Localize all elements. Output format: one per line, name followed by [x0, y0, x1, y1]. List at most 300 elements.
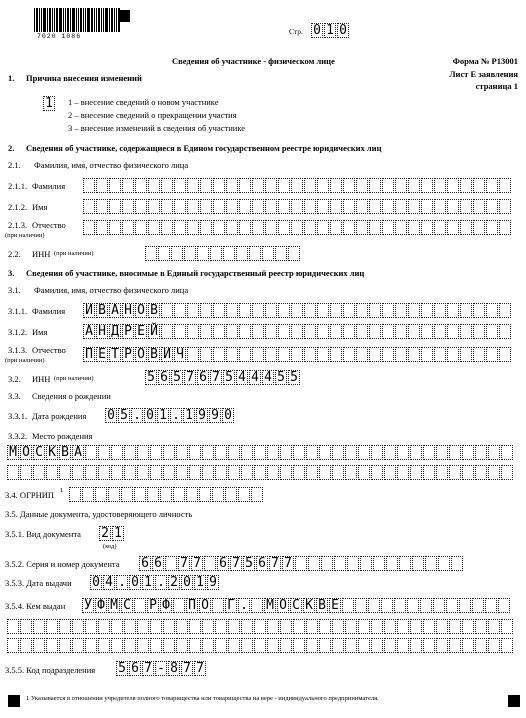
old-patronymic-field[interactable]: [83, 220, 512, 235]
char-cell[interactable]: [72, 619, 84, 634]
char-cell[interactable]: О: [135, 347, 147, 362]
char-cell[interactable]: П: [186, 598, 198, 613]
char-cell[interactable]: [499, 347, 511, 362]
char-cell[interactable]: [434, 199, 446, 214]
char-cell[interactable]: Е: [96, 347, 108, 362]
char-cell[interactable]: [135, 220, 147, 235]
char-cell[interactable]: [7, 638, 19, 653]
char-cell[interactable]: [436, 465, 448, 480]
char-cell[interactable]: [460, 324, 472, 339]
char-cell[interactable]: [499, 178, 511, 193]
char-cell[interactable]: Й: [148, 324, 160, 339]
char-cell[interactable]: [174, 178, 186, 193]
char-cell[interactable]: [488, 638, 500, 653]
char-cell[interactable]: [319, 638, 331, 653]
char-cell[interactable]: [200, 199, 212, 214]
char-cell[interactable]: 5: [223, 370, 235, 385]
char-cell[interactable]: [369, 347, 381, 362]
char-cell[interactable]: [356, 324, 368, 339]
char-cell[interactable]: [184, 246, 196, 261]
char-cell[interactable]: [239, 199, 251, 214]
char-cell[interactable]: Т: [109, 347, 121, 362]
char-cell[interactable]: [249, 246, 261, 261]
char-cell[interactable]: .: [116, 575, 128, 590]
char-cell[interactable]: 1: [194, 575, 206, 590]
char-cell[interactable]: [355, 598, 367, 613]
char-cell[interactable]: [213, 199, 225, 214]
patronymic-field[interactable]: [83, 347, 512, 362]
char-cell[interactable]: [498, 598, 510, 613]
char-cell[interactable]: [447, 199, 459, 214]
char-cell[interactable]: [395, 347, 407, 362]
char-cell[interactable]: [488, 445, 500, 460]
char-cell[interactable]: [434, 178, 446, 193]
char-cell[interactable]: [460, 220, 472, 235]
char-cell[interactable]: [382, 324, 394, 339]
char-cell[interactable]: [134, 598, 146, 613]
char-cell[interactable]: [399, 556, 411, 571]
char-cell[interactable]: [499, 303, 511, 318]
char-cell[interactable]: [371, 445, 383, 460]
char-cell[interactable]: 7: [184, 370, 196, 385]
char-cell[interactable]: С: [33, 445, 45, 460]
char-cell[interactable]: [267, 465, 279, 480]
char-cell[interactable]: [421, 178, 433, 193]
char-cell[interactable]: [451, 556, 463, 571]
char-cell[interactable]: [306, 638, 318, 653]
char-cell[interactable]: [397, 619, 409, 634]
char-cell[interactable]: [397, 638, 409, 653]
char-cell[interactable]: [145, 246, 157, 261]
char-cell[interactable]: [434, 347, 446, 362]
char-cell[interactable]: [425, 556, 437, 571]
char-cell[interactable]: [304, 178, 316, 193]
char-cell[interactable]: [332, 465, 344, 480]
char-cell[interactable]: [436, 619, 448, 634]
char-cell[interactable]: [187, 199, 199, 214]
char-cell[interactable]: [395, 303, 407, 318]
char-cell[interactable]: [317, 178, 329, 193]
char-cell[interactable]: [202, 445, 214, 460]
char-cell[interactable]: [241, 465, 253, 480]
char-cell[interactable]: [291, 347, 303, 362]
char-cell[interactable]: [33, 465, 45, 480]
char-cell[interactable]: [408, 347, 420, 362]
char-cell[interactable]: [189, 638, 201, 653]
char-cell[interactable]: [381, 598, 393, 613]
char-cell[interactable]: [187, 324, 199, 339]
char-cell[interactable]: [408, 324, 420, 339]
char-cell[interactable]: [161, 199, 173, 214]
char-cell[interactable]: [369, 178, 381, 193]
char-cell[interactable]: [186, 487, 198, 502]
char-cell[interactable]: [252, 178, 264, 193]
char-cell[interactable]: [82, 487, 94, 502]
char-cell[interactable]: [382, 199, 394, 214]
char-cell[interactable]: [267, 619, 279, 634]
char-cell[interactable]: [265, 220, 277, 235]
char-cell[interactable]: [475, 445, 487, 460]
char-cell[interactable]: [459, 598, 471, 613]
char-cell[interactable]: 8: [168, 661, 180, 676]
char-cell[interactable]: 6: [197, 370, 209, 385]
char-cell[interactable]: [291, 303, 303, 318]
char-cell[interactable]: М: [7, 445, 19, 460]
char-cell[interactable]: Е: [135, 324, 147, 339]
char-cell[interactable]: 5: [243, 556, 255, 571]
char-cell[interactable]: [288, 246, 300, 261]
char-cell[interactable]: [202, 638, 214, 653]
char-cell[interactable]: 2: [168, 575, 180, 590]
char-cell[interactable]: [98, 638, 110, 653]
char-cell[interactable]: [95, 487, 107, 502]
char-cell[interactable]: [317, 324, 329, 339]
char-cell[interactable]: [200, 303, 212, 318]
char-cell[interactable]: [472, 598, 484, 613]
char-cell[interactable]: [150, 465, 162, 480]
char-cell[interactable]: [395, 324, 407, 339]
char-cell[interactable]: [397, 465, 409, 480]
char-cell[interactable]: [386, 556, 398, 571]
char-cell[interactable]: [251, 598, 263, 613]
char-cell[interactable]: [252, 220, 264, 235]
char-cell[interactable]: [212, 487, 224, 502]
char-cell[interactable]: [189, 445, 201, 460]
char-cell[interactable]: 1: [157, 408, 169, 423]
char-cell[interactable]: [304, 199, 316, 214]
char-cell[interactable]: [252, 324, 264, 339]
char-cell[interactable]: М: [264, 598, 276, 613]
birth-date-field[interactable]: [105, 408, 235, 423]
char-cell[interactable]: [436, 638, 448, 653]
char-cell[interactable]: [171, 246, 183, 261]
char-cell[interactable]: [358, 638, 370, 653]
char-cell[interactable]: [225, 487, 237, 502]
char-cell[interactable]: 5: [118, 408, 130, 423]
char-cell[interactable]: [278, 303, 290, 318]
char-cell[interactable]: [161, 303, 173, 318]
char-cell[interactable]: [111, 465, 123, 480]
char-cell[interactable]: [174, 303, 186, 318]
char-cell[interactable]: А: [109, 303, 121, 318]
char-cell[interactable]: Ф: [95, 598, 107, 613]
char-cell[interactable]: [189, 619, 201, 634]
char-cell[interactable]: [410, 619, 422, 634]
char-cell[interactable]: [254, 445, 266, 460]
char-cell[interactable]: [280, 445, 292, 460]
char-cell[interactable]: [108, 487, 120, 502]
char-cell[interactable]: [421, 199, 433, 214]
char-cell[interactable]: [447, 303, 459, 318]
char-cell[interactable]: [265, 347, 277, 362]
char-cell[interactable]: [215, 638, 227, 653]
char-cell[interactable]: [33, 638, 45, 653]
char-cell[interactable]: 1: [112, 526, 124, 541]
inn-field[interactable]: [145, 370, 301, 385]
char-cell[interactable]: [212, 598, 224, 613]
char-cell[interactable]: [7, 465, 19, 480]
char-cell[interactable]: [423, 445, 435, 460]
char-cell[interactable]: [228, 445, 240, 460]
char-cell[interactable]: [473, 324, 485, 339]
char-cell[interactable]: [410, 465, 422, 480]
char-cell[interactable]: [421, 347, 433, 362]
char-cell[interactable]: [176, 445, 188, 460]
char-cell[interactable]: Ч: [174, 347, 186, 362]
char-cell[interactable]: [423, 619, 435, 634]
char-cell[interactable]: [59, 619, 71, 634]
char-cell[interactable]: [83, 199, 95, 214]
char-cell[interactable]: [215, 619, 227, 634]
char-cell[interactable]: [460, 199, 472, 214]
char-cell[interactable]: В: [316, 598, 328, 613]
char-cell[interactable]: [447, 347, 459, 362]
char-cell[interactable]: [150, 638, 162, 653]
char-cell[interactable]: В: [96, 303, 108, 318]
char-cell[interactable]: [85, 638, 97, 653]
char-cell[interactable]: [499, 324, 511, 339]
char-cell[interactable]: Е: [329, 598, 341, 613]
char-cell[interactable]: 4: [262, 370, 274, 385]
char-cell[interactable]: [148, 220, 160, 235]
series-field[interactable]: [139, 556, 464, 571]
char-cell[interactable]: [199, 487, 211, 502]
char-cell[interactable]: [447, 324, 459, 339]
char-cell[interactable]: [347, 556, 359, 571]
char-cell[interactable]: [319, 465, 331, 480]
page-number-field[interactable]: [311, 23, 350, 38]
char-cell[interactable]: [174, 324, 186, 339]
char-cell[interactable]: [197, 246, 209, 261]
char-cell[interactable]: [360, 556, 372, 571]
char-cell[interactable]: [332, 638, 344, 653]
issuer-field-3[interactable]: [7, 638, 514, 653]
char-cell[interactable]: [397, 445, 409, 460]
char-cell[interactable]: [408, 220, 420, 235]
char-cell[interactable]: 5: [171, 370, 183, 385]
char-cell[interactable]: [356, 199, 368, 214]
char-cell[interactable]: [384, 638, 396, 653]
char-cell[interactable]: [96, 220, 108, 235]
char-cell[interactable]: [486, 199, 498, 214]
char-cell[interactable]: [408, 199, 420, 214]
char-cell[interactable]: О: [20, 445, 32, 460]
char-cell[interactable]: [187, 303, 199, 318]
char-cell[interactable]: [473, 220, 485, 235]
char-cell[interactable]: [215, 445, 227, 460]
char-cell[interactable]: [306, 465, 318, 480]
char-cell[interactable]: [121, 487, 133, 502]
char-cell[interactable]: [382, 303, 394, 318]
char-cell[interactable]: С: [290, 598, 302, 613]
char-cell[interactable]: [85, 465, 97, 480]
char-cell[interactable]: [345, 619, 357, 634]
char-cell[interactable]: [358, 465, 370, 480]
char-cell[interactable]: [124, 445, 136, 460]
char-cell[interactable]: .: [170, 408, 182, 423]
char-cell[interactable]: [369, 199, 381, 214]
char-cell[interactable]: [213, 324, 225, 339]
char-cell[interactable]: [163, 638, 175, 653]
char-cell[interactable]: [446, 598, 458, 613]
char-cell[interactable]: [473, 199, 485, 214]
char-cell[interactable]: [291, 178, 303, 193]
char-cell[interactable]: [265, 178, 277, 193]
char-cell[interactable]: [447, 220, 459, 235]
char-cell[interactable]: [486, 303, 498, 318]
char-cell[interactable]: [267, 638, 279, 653]
char-cell[interactable]: [436, 445, 448, 460]
char-cell[interactable]: [358, 445, 370, 460]
char-cell[interactable]: [280, 465, 292, 480]
char-cell[interactable]: [134, 487, 146, 502]
char-cell[interactable]: [226, 347, 238, 362]
char-cell[interactable]: 7: [178, 556, 190, 571]
char-cell[interactable]: [486, 347, 498, 362]
char-cell[interactable]: [345, 638, 357, 653]
char-cell[interactable]: [382, 347, 394, 362]
char-cell[interactable]: [187, 347, 199, 362]
char-cell[interactable]: Н: [122, 303, 134, 318]
char-cell[interactable]: [72, 465, 84, 480]
char-cell[interactable]: .: [155, 575, 167, 590]
char-cell[interactable]: [165, 556, 177, 571]
char-cell[interactable]: [304, 303, 316, 318]
char-cell[interactable]: 0: [311, 23, 323, 38]
char-cell[interactable]: [473, 178, 485, 193]
char-cell[interactable]: [147, 487, 159, 502]
char-cell[interactable]: [488, 619, 500, 634]
char-cell[interactable]: [499, 220, 511, 235]
char-cell[interactable]: [486, 324, 498, 339]
issued-date-field[interactable]: [90, 575, 220, 590]
char-cell[interactable]: 7: [269, 556, 281, 571]
char-cell[interactable]: [373, 556, 385, 571]
char-cell[interactable]: [59, 638, 71, 653]
char-cell[interactable]: [475, 465, 487, 480]
char-cell[interactable]: [202, 619, 214, 634]
char-cell[interactable]: И: [161, 347, 173, 362]
char-cell[interactable]: [304, 220, 316, 235]
char-cell[interactable]: [262, 246, 274, 261]
char-cell[interactable]: [96, 199, 108, 214]
char-cell[interactable]: 7: [181, 661, 193, 676]
char-cell[interactable]: [228, 465, 240, 480]
char-cell[interactable]: [109, 199, 121, 214]
char-cell[interactable]: [213, 347, 225, 362]
char-cell[interactable]: [356, 303, 368, 318]
char-cell[interactable]: [251, 487, 263, 502]
char-cell[interactable]: [449, 465, 461, 480]
char-cell[interactable]: 0: [105, 408, 117, 423]
char-cell[interactable]: М: [108, 598, 120, 613]
char-cell[interactable]: 7: [282, 556, 294, 571]
char-cell[interactable]: [421, 324, 433, 339]
char-cell[interactable]: [111, 445, 123, 460]
char-cell[interactable]: [163, 619, 175, 634]
char-cell[interactable]: [330, 220, 342, 235]
char-cell[interactable]: [395, 220, 407, 235]
char-cell[interactable]: 5: [288, 370, 300, 385]
char-cell[interactable]: [265, 303, 277, 318]
char-cell[interactable]: [278, 178, 290, 193]
char-cell[interactable]: [267, 445, 279, 460]
char-cell[interactable]: 7: [230, 556, 242, 571]
char-cell[interactable]: [59, 465, 71, 480]
char-cell[interactable]: [408, 303, 420, 318]
char-cell[interactable]: [148, 178, 160, 193]
char-cell[interactable]: Ф: [160, 598, 172, 613]
char-cell[interactable]: 6: [217, 556, 229, 571]
char-cell[interactable]: [308, 556, 320, 571]
char-cell[interactable]: [241, 445, 253, 460]
char-cell[interactable]: 1: [142, 575, 154, 590]
char-cell[interactable]: [275, 246, 287, 261]
char-cell[interactable]: [368, 598, 380, 613]
char-cell[interactable]: 1: [43, 96, 55, 111]
char-cell[interactable]: [228, 638, 240, 653]
char-cell[interactable]: 5: [116, 661, 128, 676]
char-cell[interactable]: [358, 619, 370, 634]
char-cell[interactable]: [369, 324, 381, 339]
char-cell[interactable]: 9: [207, 575, 219, 590]
char-cell[interactable]: [369, 303, 381, 318]
char-cell[interactable]: [96, 178, 108, 193]
char-cell[interactable]: [278, 324, 290, 339]
char-cell[interactable]: [239, 324, 251, 339]
char-cell[interactable]: [46, 638, 58, 653]
char-cell[interactable]: [319, 619, 331, 634]
char-cell[interactable]: 5: [145, 370, 157, 385]
char-cell[interactable]: [163, 465, 175, 480]
char-cell[interactable]: А: [83, 324, 95, 339]
birth-place-field-1[interactable]: [7, 445, 514, 460]
char-cell[interactable]: [223, 246, 235, 261]
char-cell[interactable]: [371, 638, 383, 653]
char-cell[interactable]: 6: [129, 661, 141, 676]
char-cell[interactable]: [306, 445, 318, 460]
char-cell[interactable]: [200, 220, 212, 235]
char-cell[interactable]: В: [59, 445, 71, 460]
char-cell[interactable]: 2: [99, 526, 111, 541]
char-cell[interactable]: [356, 347, 368, 362]
char-cell[interactable]: [433, 598, 445, 613]
char-cell[interactable]: [20, 638, 32, 653]
char-cell[interactable]: [46, 465, 58, 480]
char-cell[interactable]: [342, 598, 354, 613]
char-cell[interactable]: [137, 465, 149, 480]
char-cell[interactable]: [410, 445, 422, 460]
char-cell[interactable]: 9: [209, 408, 221, 423]
char-cell[interactable]: [371, 619, 383, 634]
char-cell[interactable]: К: [46, 445, 58, 460]
char-cell[interactable]: [412, 556, 424, 571]
char-cell[interactable]: [265, 324, 277, 339]
char-cell[interactable]: [420, 598, 432, 613]
char-cell[interactable]: [150, 619, 162, 634]
char-cell[interactable]: [174, 199, 186, 214]
char-cell[interactable]: Д: [109, 324, 121, 339]
char-cell[interactable]: [462, 619, 474, 634]
issuer-field-2[interactable]: [7, 619, 514, 634]
char-cell[interactable]: [241, 619, 253, 634]
char-cell[interactable]: [254, 619, 266, 634]
char-cell[interactable]: [20, 465, 32, 480]
char-cell[interactable]: [20, 619, 32, 634]
char-cell[interactable]: [371, 465, 383, 480]
char-cell[interactable]: 0: [337, 23, 349, 38]
char-cell[interactable]: [109, 178, 121, 193]
